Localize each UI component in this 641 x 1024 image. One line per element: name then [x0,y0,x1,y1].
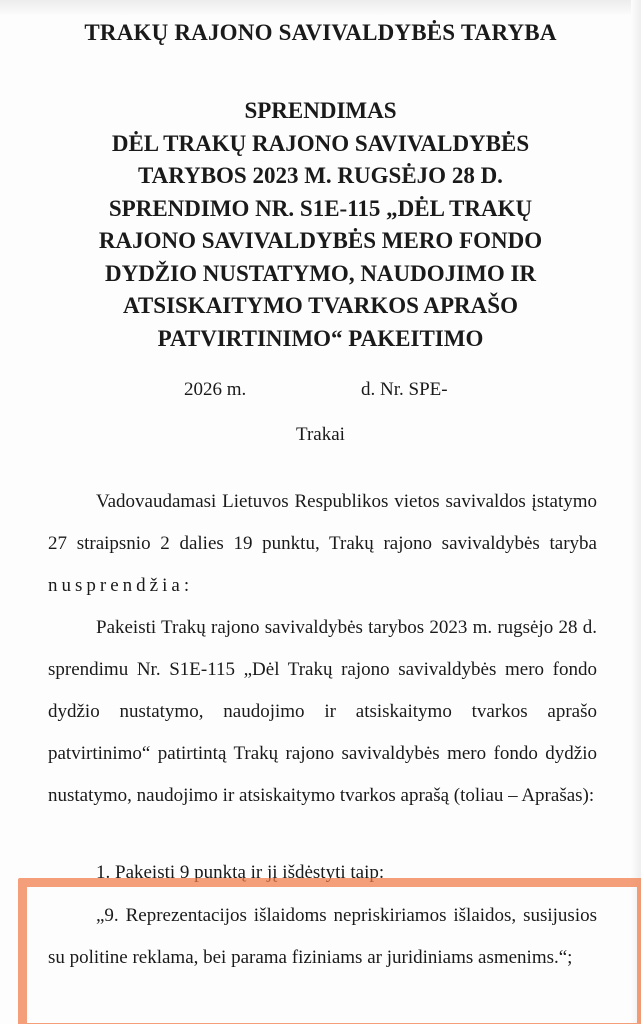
title-line: SPRENDIMO NR. S1E-115 „DĖL TRAKŲ [108,195,533,221]
page-top-shadow [0,0,641,16]
title-line: PATVIRTINIMO“ PAKEITIMO [157,325,484,351]
paragraph-amendment [48,607,597,817]
decision-place: Trakai [296,424,345,445]
decision-year: 2026 m. [184,379,247,400]
point-9-text: „9. Reprezentacijos išlaidoms nepriskiriamos išlaidos, susijusios su politine reklama, bei parama fiziniams ar juridiniams asmenims.“; [48,905,597,968]
title-line: ATSISKAITYMO TVARKOS APRAŠO [123,293,518,318]
paragraph-point-9 [48,895,597,979]
decides-word: nusprendžia [48,575,184,596]
decision-title [40,95,601,355]
paragraph-preamble [48,481,597,607]
title-line: DĖL TRAKŲ RAJONO SAVIVALDYBĖS [111,130,530,156]
paragraph-point-1: 1. Pakeisti 9 punktą ir jį išdėstyti taip: [96,862,385,883]
title-line: DYDŽIO NUSTATYMO, NAUDOJIMO IR [104,260,537,286]
decision-number: d. Nr. SPE- [361,379,448,400]
preamble-colon: : [183,575,190,596]
council-header: TRAKŲ RAJONO SAVIVALDYBĖS TARYBA [84,20,557,45]
page-right-shadow [631,0,641,1024]
amendment-text: Pakeisti Trakų rajono savivaldybės tarybos 2023 m. rugsėjo 28 d. sprendimu Nr. S1E-115 „Dėl Trakų rajono savivaldybės mero fondo dydžio nustatymo, naudojimo ir atsiskaitymo tvarkos aprašo patvirtinimo“ patirtintą Trakų rajono savivaldybės mero fondo dydžio nustatymo, naudojimo ir atsiskaitymo tvarkos aprašą (toliau – Aprašas): [48,617,597,806]
title-line: RAJONO SAVIVALDYBĖS MERO FONDO [98,228,543,253]
title-line: TARYBOS 2023 M. RUGSĖJO 28 D. [138,163,503,188]
title-line: SPRENDIMAS [244,98,397,123]
preamble-text: Vadovaudamasi Lietuvos Respublikos vietos savivaldos įstatymo 27 straipsnio 2 dalies 19 punktu, Trakų rajono savivaldybės taryba [48,491,597,554]
